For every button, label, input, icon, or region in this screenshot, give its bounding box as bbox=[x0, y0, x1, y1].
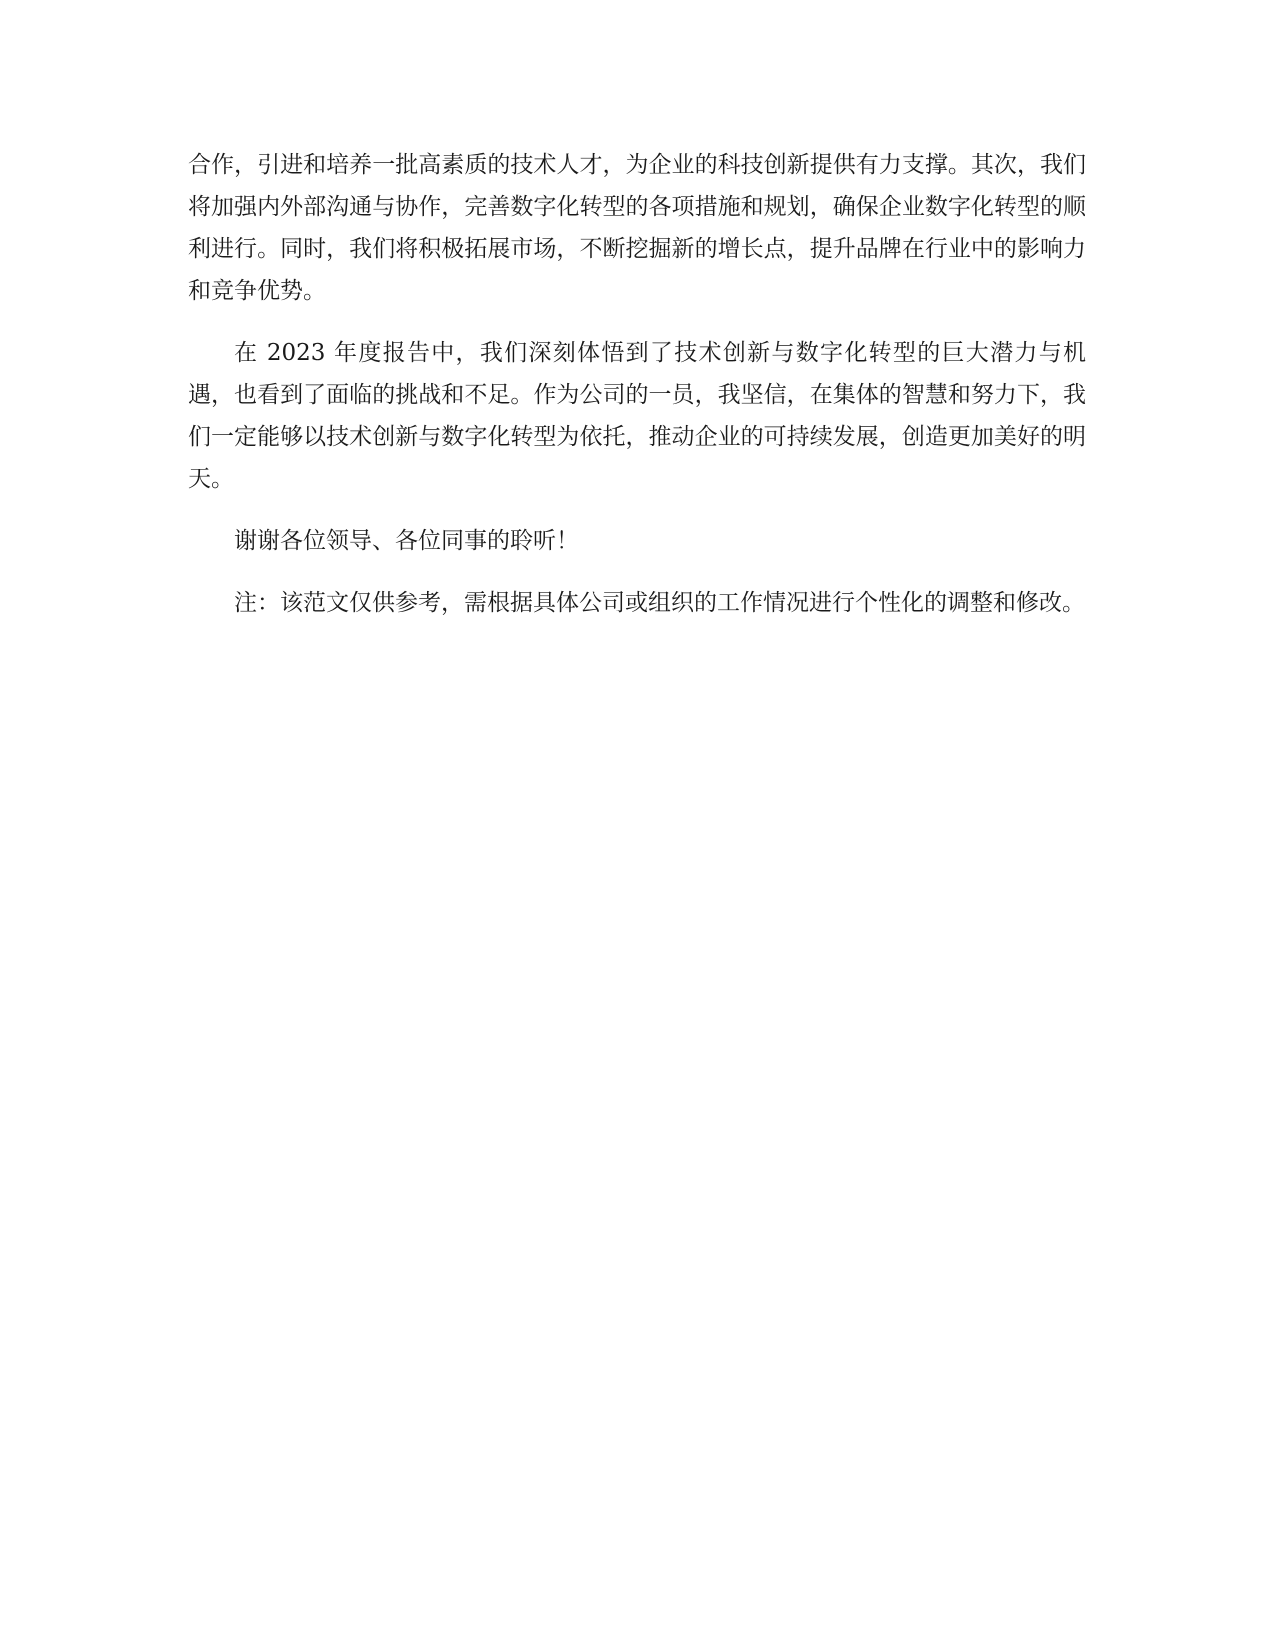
paragraph-annual-report-reflection: 在 2023 年度报告中，我们深刻体悟到了技术创新与数字化转型的巨大潜力与机遇，也看到了面临的挑战和不足。作为公司的一员，我坚信，在集体的智慧和努力下，我们一定能够以技术创新与数字化转型为依托，推动企业的可持续发展，创造更加美好的明天。 bbox=[188, 340, 1086, 492]
document-body bbox=[188, 144, 1086, 644]
paragraph-continuation: 合作，引进和培养一批高素质的技术人才，为企业的科技创新提供有力支撑。其次，我们将加强内外部沟通与协作，完善数字化转型的各项措施和规划，确保企业数字化转型的顺利进行。同时，我们将积极拓展市场，不断挖掘新的增长点，提升品牌在行业中的影响力和竞争优势。 bbox=[188, 152, 1086, 304]
paragraph-note: 注：该范文仅供参考，需根据具体公司或组织的工作情况进行个性化的调整和修改。 bbox=[234, 590, 1085, 616]
paragraph-thanks: 谢谢各位领导、各位同事的聆听！ bbox=[234, 528, 579, 554]
